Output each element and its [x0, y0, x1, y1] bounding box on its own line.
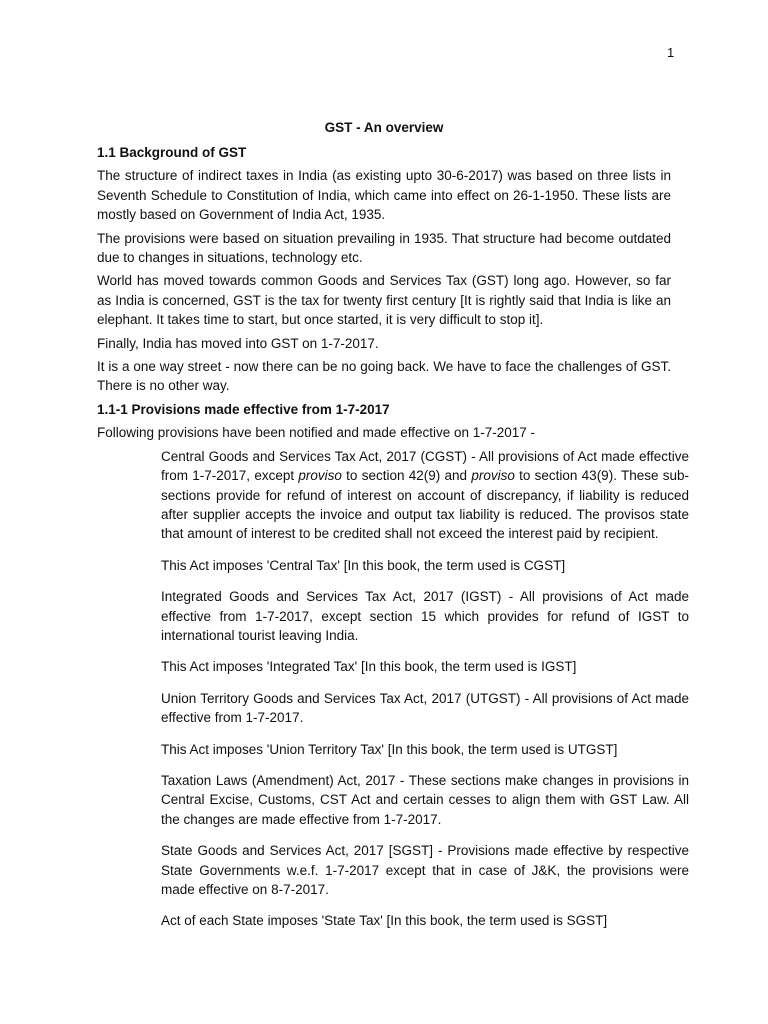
- paragraph: The provisions were based on situation prevailing in 1935. That structure had become outdated due to changes in situations, technology etc.: [97, 230, 671, 266]
- paragraph: Finally, India has moved into GST on 1-7-2017.: [97, 335, 379, 351]
- section-heading-provisions: 1.1-1 Provisions made effective from 1-7-2017: [97, 401, 390, 417]
- proviso-term: proviso: [298, 468, 342, 484]
- document-title: GST - An overview: [324, 120, 444, 135]
- cgst-provision: [161, 447, 689, 544]
- page-number: 1: [667, 45, 675, 60]
- provision-item: This Act imposes 'Central Tax' [In this book, the term used is CGST]: [161, 557, 566, 573]
- provision-item: State Goods and Services Act, 2017 [SGST] - Provisions made effective by respective State Governments w.e.f. 1-7-2017 except that in case of J&K, the provisions were made effective on 8-7-2017.: [161, 843, 689, 897]
- cgst-text-part: to section 43(9). These sub-sections provide for refund of interest on account of discrepancy, if liability is reduced after supplier accepts the invoice and output tax liability is reduced. The provisos state that amount of interest to be credited shall not exceed the interest paid by recipient.: [161, 468, 690, 542]
- provision-item: Taxation Laws (Amendment) Act, 2017 - These sections make changes in provisions in Central Excise, Customs, CST Act and certain cesses to align them with GST Law. All the changes are made effective from 1-7-2017.: [161, 772, 689, 827]
- provision-item: Act of each State imposes 'State Tax' [In this book, the term used is SGST]: [161, 913, 608, 929]
- paragraph: World has moved towards common Goods and Services Tax (GST) long ago. However, so far as India is concerned, GST is the tax for twenty first century [It is rightly said that India is like an elephant. It takes time to start, but once started, it is very difficult to stop it].: [97, 273, 671, 328]
- provision-item: This Act imposes 'Union Territory Tax' [In this book, the term used is UTGST]: [161, 741, 618, 757]
- paragraph: It is a one way street - now there can be no going back. We have to face the challenges of GST. There is no other way.: [97, 359, 671, 394]
- document-body: [97, 143, 690, 943]
- provisions-list: [161, 447, 689, 931]
- cgst-text-part: Central Goods and Services Tax Act, 2017 (CGST) - All provisions of Act made effective from 1-7-2017, except: [161, 448, 689, 484]
- provisions-intro: Following provisions have been notified and made effective on 1-7-2017 -: [97, 425, 536, 441]
- provision-item: Union Territory Goods and Services Tax Act, 2017 (UTGST) - All provisions of Act made effective from 1-7-2017.: [161, 690, 689, 726]
- paragraph: The structure of indirect taxes in India (as existing upto 30-6-2017) was based on three lists in Seventh Schedule to Constitution of India, which came into effect on 26-1-1950. These lists are mostly based on Government of India Act, 1935.: [97, 168, 671, 223]
- proviso-term: proviso: [471, 468, 515, 484]
- cgst-text-part: to section 42(9) and: [341, 468, 472, 484]
- provision-item: This Act imposes 'Integrated Tax' [In this book, the term used is IGST]: [161, 659, 577, 675]
- provision-item: Integrated Goods and Services Tax Act, 2017 (IGST) - All provisions of Act made effective from 1-7-2017, except section 15 which provides for refund of IGST to international tourist leaving India.: [161, 589, 689, 643]
- section-heading-background: 1.1 Background of GST: [97, 145, 247, 160]
